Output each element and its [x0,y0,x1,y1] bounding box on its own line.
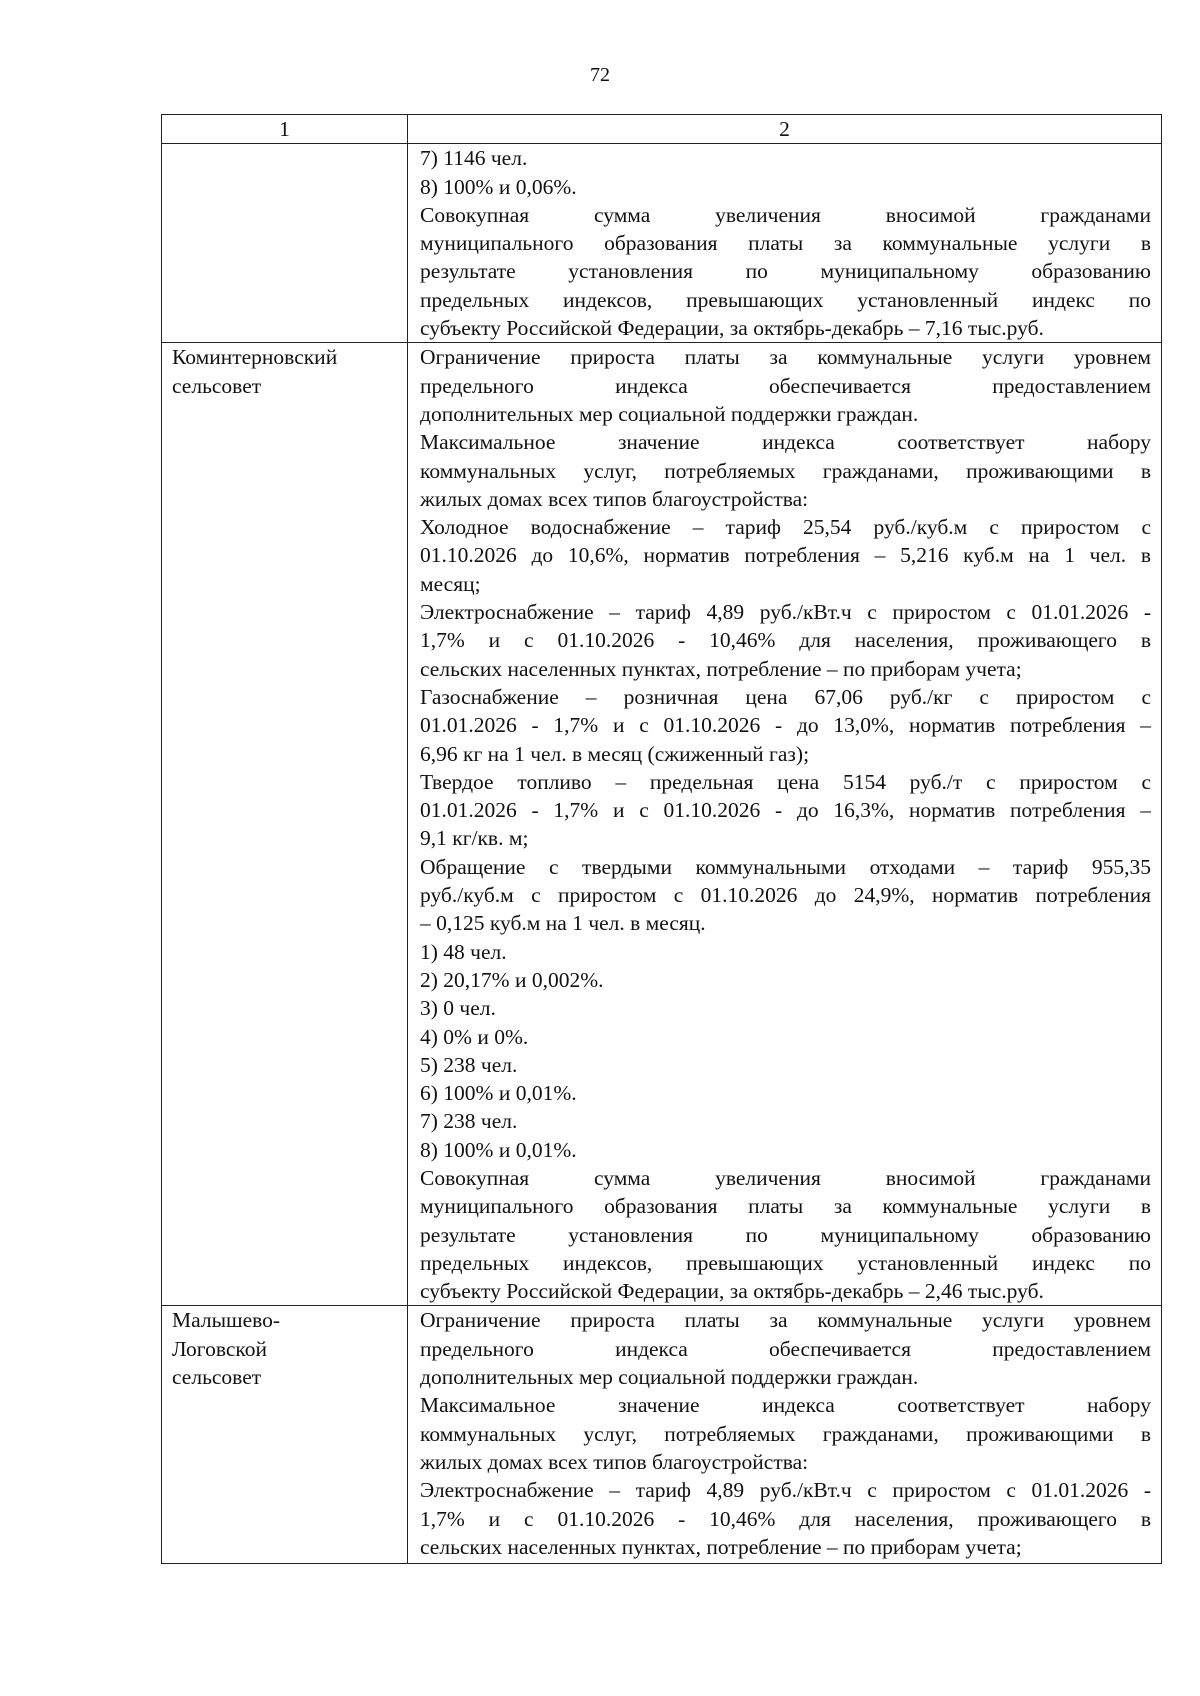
text-line: 1,7% и с 01.10.2026 - 10,46% для населения, проживающего в [420,628,1151,653]
data-table [161,114,1162,1564]
text-line: 1) 48 чел. [420,939,507,964]
text-line: 6) 100% и 0,01%. [420,1081,577,1106]
municipality-name-line: Малышево- [172,1308,281,1333]
table-row [162,1306,1162,1564]
text-line: Электроснабжение – тариф 4,89 руб./кВт.ч с приростом с 01.01.2026 - [420,600,1151,625]
text-line: Холодное водоснабжение – тариф 25,54 руб./куб.м с приростом с [420,515,1151,540]
column-header-2: 2 [408,115,1162,144]
text-line: Совокупная сумма увеличения вносимой гражданами [420,1165,1151,1190]
text-line: 7) 238 чел. [420,1109,518,1134]
content-cell [408,343,1162,1306]
text-line: 01.01.2026 - 1,7% и с 01.10.2026 - до 16,3%, норматив потребления – [420,798,1151,823]
text-line: результате установления по муниципальному образованию [420,259,1151,284]
text-line: муниципального образования платы за коммунальные услуги в [420,1194,1151,1219]
table-row [162,343,1162,1306]
text-line: руб./куб.м с приростом с 01.10.2026 до 24,9%, норматив потребления [420,883,1151,908]
text-line: 5) 238 чел. [420,1052,518,1077]
text-line: субъекту Российской Федерации, за октябрь-декабрь – 7,16 тыс.руб. [420,316,1044,341]
municipality-cell [162,144,408,343]
text-line: 8) 100% и 0,01%. [420,1137,577,1162]
text-line: 6,96 кг на 1 чел. в месяц (сжиженный газ); [420,741,810,766]
text-line: 1,7% и с 01.10.2026 - 10,46% для населения, проживающего в [420,1506,1151,1531]
page-number: 72 [590,64,610,86]
text-line: дополнительных мер социальной поддержки граждан. [420,401,919,426]
text-line: месяц; [420,571,481,596]
text-line: 8) 100% и 0,06%. [420,174,577,199]
text-line: результате установления по муниципальному образованию [420,1222,1151,1247]
text-line: Твердое топливо – предельная цена 5154 руб./т с приростом с [420,769,1151,794]
text-line: сельских населенных пунктах, потребление – по приборам учета; [420,1534,1022,1559]
text-line: дополнительных мер социальной поддержки граждан. [420,1365,919,1390]
text-line: Совокупная сумма увеличения вносимой гражданами [420,202,1151,227]
text-line: жилых домах всех типов благоустройства: [420,1449,809,1474]
municipality-name-line: Коминтерновский [172,345,338,370]
municipality-cell [162,1306,408,1564]
municipality-name-line: сельсовет [172,373,262,398]
text-line: коммунальных услуг, потребляемых гражданами, проживающими в [420,458,1151,483]
text-line: Максимальное значение индекса соответствует набору [420,1393,1151,1418]
text-line: Ограничение прироста платы за коммунальные услуги уровнем [420,345,1151,370]
table-row [162,144,1162,343]
text-line: Максимальное значение индекса соответствует набору [420,430,1151,455]
text-line: 01.01.2026 - 1,7% и с 01.10.2026 - до 13,0%, норматив потребления – [420,713,1151,738]
text-line: 4) 0% и 0%. [420,1024,529,1049]
text-line: коммунальных услуг, потребляемых гражданами, проживающими в [420,1421,1151,1446]
text-line: предельного индекса обеспечивается предоставлением [420,373,1151,398]
text-line: предельных индексов, превышающих установленный индекс по [420,1250,1151,1275]
text-line: сельских населенных пунктах, потребление – по приборам учета; [420,656,1022,681]
text-line: жилых домах всех типов благоустройства: [420,486,809,511]
text-line: муниципального образования платы за коммунальные услуги в [420,231,1151,256]
content-cell [408,1306,1162,1564]
column-header-1: 1 [162,115,408,144]
text-line: 01.10.2026 до 10,6%, норматив потребления – 5,216 куб.м на 1 чел. в [420,543,1151,568]
text-line: – 0,125 куб.м на 1 чел. в месяц. [420,911,706,936]
text-line: Ограничение прироста платы за коммунальные услуги уровнем [420,1308,1151,1333]
text-line: 3) 0 чел. [420,996,496,1021]
municipality-cell [162,343,408,1306]
municipality-name-line: сельсовет [172,1365,262,1390]
text-line: Обращение с твердыми коммунальными отходами – тариф 955,35 [420,854,1151,879]
text-line: Электроснабжение – тариф 4,89 руб./кВт.ч с приростом с 01.01.2026 - [420,1478,1151,1503]
text-line: 7) 1146 чел. [420,146,528,171]
text-line: 9,1 кг/кв. м; [420,826,529,851]
municipality-name-line: Логовской [172,1336,268,1361]
header-row [162,115,1162,144]
text-line: предельного индекса обеспечивается предоставлением [420,1336,1151,1361]
text-line: предельных индексов, превышающих установленный индекс по [420,287,1151,312]
text-line: субъекту Российской Федерации, за октябрь-декабрь – 2,46 тыс.руб. [420,1279,1044,1304]
content-cell [408,144,1162,343]
text-line: Газоснабжение – розничная цена 67,06 руб./кг с приростом с [420,684,1151,709]
text-line: 2) 20,17% и 0,002%. [420,967,604,992]
